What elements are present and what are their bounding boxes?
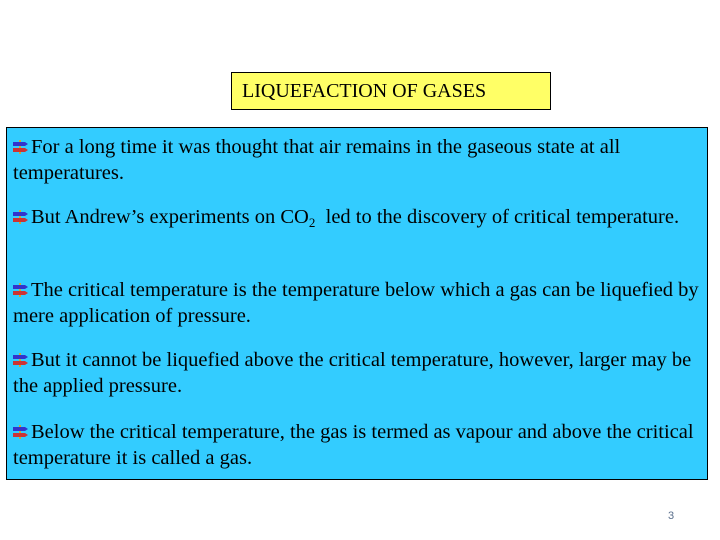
content-box [6, 127, 708, 480]
subscript: 2 [308, 215, 316, 230]
bullet-text: The critical temperature is the temperature below which a gas can be liquefied by mere application of pressure. [13, 279, 699, 327]
arrow-bullet-icon [13, 353, 30, 367]
bullet-text: But it cannot be liquefied above the critical temperature, however, larger may be the applied pressure. [13, 349, 692, 397]
bullet-item [13, 134, 703, 186]
arrow-bullet-icon [13, 210, 30, 224]
title-box [231, 72, 551, 110]
page-number: 3 [668, 510, 675, 522]
arrow-bullet-icon [13, 425, 30, 439]
bullet-item [13, 204, 703, 230]
bullet-text-end: led to the discovery of critical temperature. [315, 206, 680, 228]
bullet-item [13, 347, 703, 399]
bullet-item [13, 277, 703, 329]
bullet-item [13, 419, 703, 471]
bullet-text: For a long time it was thought that air remains in the gaseous state at all temperatures. [13, 136, 621, 184]
bullet-text-start: But Andrew’s experiments on CO [31, 206, 309, 228]
bullet-text: Below the critical temperature, the gas is termed as vapour and above the critical temperature it is called a gas. [13, 421, 694, 469]
arrow-bullet-icon [13, 283, 30, 297]
arrow-bullet-icon [13, 140, 30, 154]
slide-title: LIQUEFACTION OF GASES [242, 80, 487, 102]
